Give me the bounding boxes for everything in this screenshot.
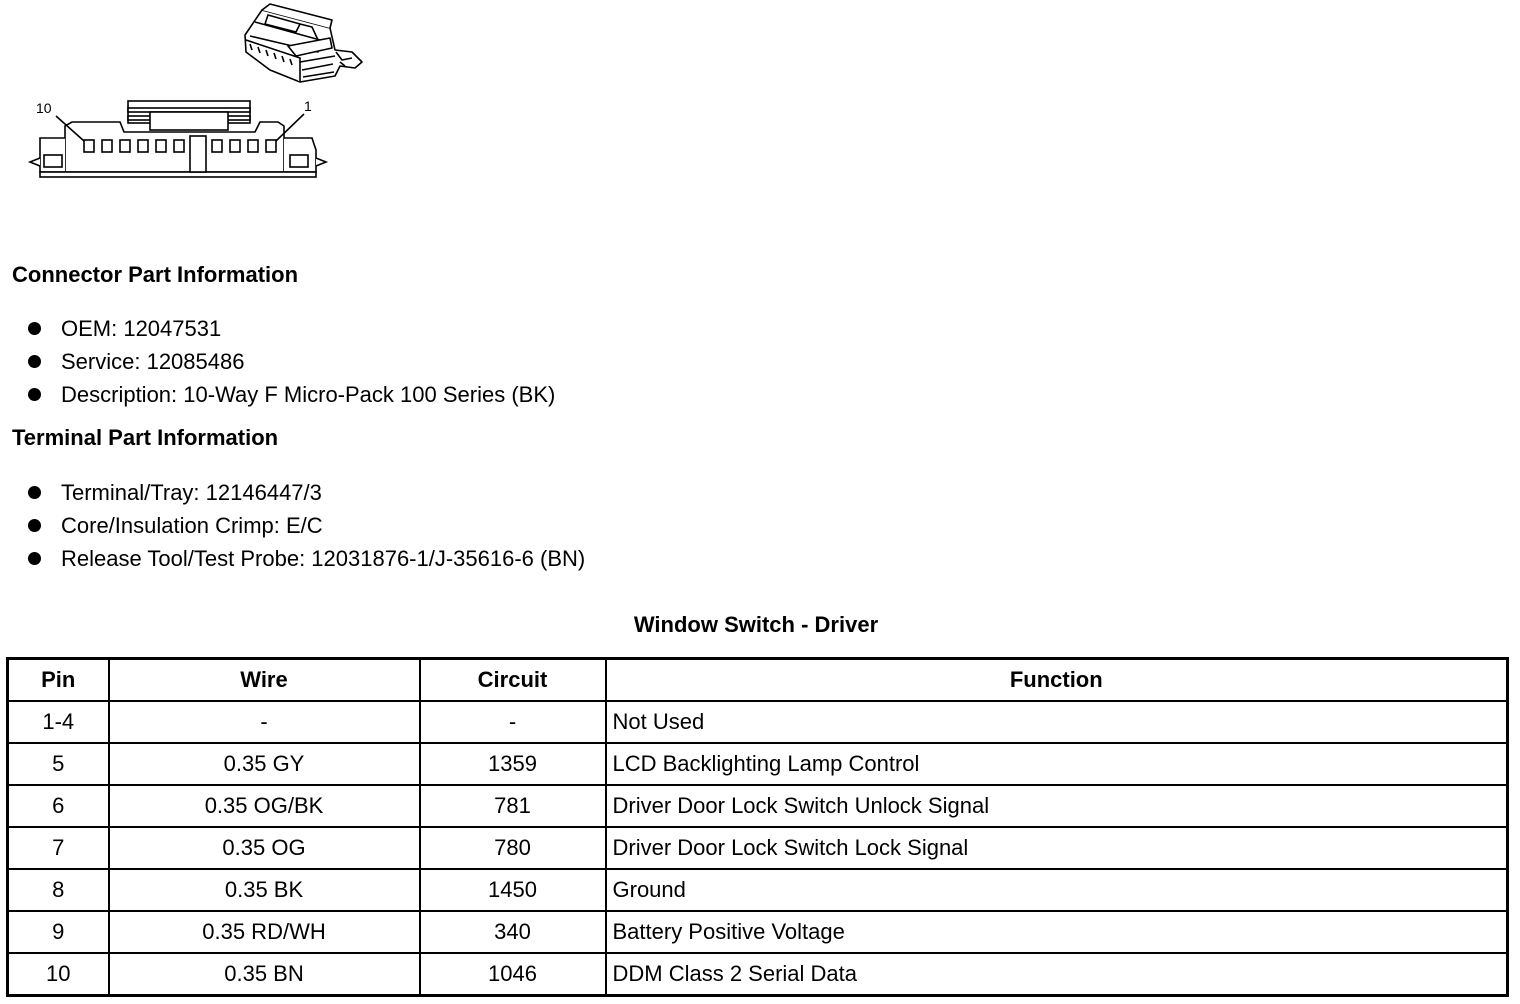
bullet-icon <box>28 388 41 401</box>
terminal-crimp: Core/Insulation Crimp: E/C <box>61 513 323 538</box>
connector-info-list <box>28 312 555 411</box>
table-row <box>8 953 1508 996</box>
cell-pin: 6 <box>8 785 109 827</box>
pin-1-label: 1 <box>304 98 312 114</box>
cell-circuit: 1450 <box>420 869 606 911</box>
connector-info-heading: Connector Part Information <box>12 262 299 287</box>
header-pin: Pin <box>8 659 109 702</box>
cell-wire: 0.35 OG <box>109 827 420 869</box>
table-row <box>8 911 1508 953</box>
header-wire: Wire <box>109 659 420 702</box>
cell-pin: 7 <box>8 827 109 869</box>
cell-pin: 10 <box>8 953 109 996</box>
connector-oem: OEM: 12047531 <box>61 316 222 341</box>
cell-function: Not Used <box>606 701 1508 743</box>
list-item <box>28 542 585 575</box>
bullet-icon <box>28 355 41 368</box>
bullet-icon <box>28 519 41 532</box>
cell-wire: 0.35 GY <box>109 743 420 785</box>
table-title: Window Switch - Driver <box>633 612 879 637</box>
cell-function: Driver Door Lock Switch Lock Signal <box>606 827 1508 869</box>
bullet-icon <box>28 322 41 335</box>
cell-wire: 0.35 BN <box>109 953 420 996</box>
cell-circuit: - <box>420 701 606 743</box>
list-item <box>28 378 555 411</box>
cell-wire: 0.35 BK <box>109 869 420 911</box>
cell-pin: 5 <box>8 743 109 785</box>
terminal-info-heading: Terminal Part Information <box>12 425 279 450</box>
table-row <box>8 869 1508 911</box>
header-circuit: Circuit <box>420 659 606 702</box>
table-row <box>8 701 1508 743</box>
connector-isometric-drawing <box>245 4 362 82</box>
cell-wire: 0.35 OG/BK <box>109 785 420 827</box>
cell-function: Driver Door Lock Switch Unlock Signal <box>606 785 1508 827</box>
connector-service: Service: 12085486 <box>61 349 245 374</box>
cell-function: Ground <box>606 869 1508 911</box>
cell-function: LCD Backlighting Lamp Control <box>606 743 1508 785</box>
cell-function: Battery Positive Voltage <box>606 911 1508 953</box>
list-item <box>28 476 585 509</box>
cell-function: DDM Class 2 Serial Data <box>606 953 1508 996</box>
connector-description: Description: 10-Way F Micro-Pack 100 Series (BK) <box>61 382 556 407</box>
table-row <box>8 785 1508 827</box>
table-header-row <box>8 659 1508 702</box>
cell-pin: 9 <box>8 911 109 953</box>
list-item <box>28 509 585 542</box>
terminal-release-tool: Release Tool/Test Probe: 12031876-1/J-35616-6 (BN) <box>61 546 586 571</box>
list-item <box>28 345 555 378</box>
bullet-icon <box>28 486 41 499</box>
cell-circuit: 1046 <box>420 953 606 996</box>
connector-illustration <box>0 0 380 200</box>
cell-circuit: 781 <box>420 785 606 827</box>
list-item <box>28 312 555 345</box>
table-row <box>8 743 1508 785</box>
cell-wire: 0.35 RD/WH <box>109 911 420 953</box>
cell-wire: - <box>109 701 420 743</box>
terminal-tray: Terminal/Tray: 12146447/3 <box>61 480 322 505</box>
terminal-info-list <box>28 476 585 575</box>
cell-circuit: 1359 <box>420 743 606 785</box>
pinout-table <box>6 657 1509 997</box>
cell-pin: 8 <box>8 869 109 911</box>
header-function: Function <box>606 659 1508 702</box>
bullet-icon <box>28 552 41 565</box>
table-row <box>8 827 1508 869</box>
cell-circuit: 340 <box>420 911 606 953</box>
cell-pin: 1-4 <box>8 701 109 743</box>
pin-10-label: 10 <box>36 100 52 116</box>
cell-circuit: 780 <box>420 827 606 869</box>
connector-face-drawing <box>30 101 326 177</box>
